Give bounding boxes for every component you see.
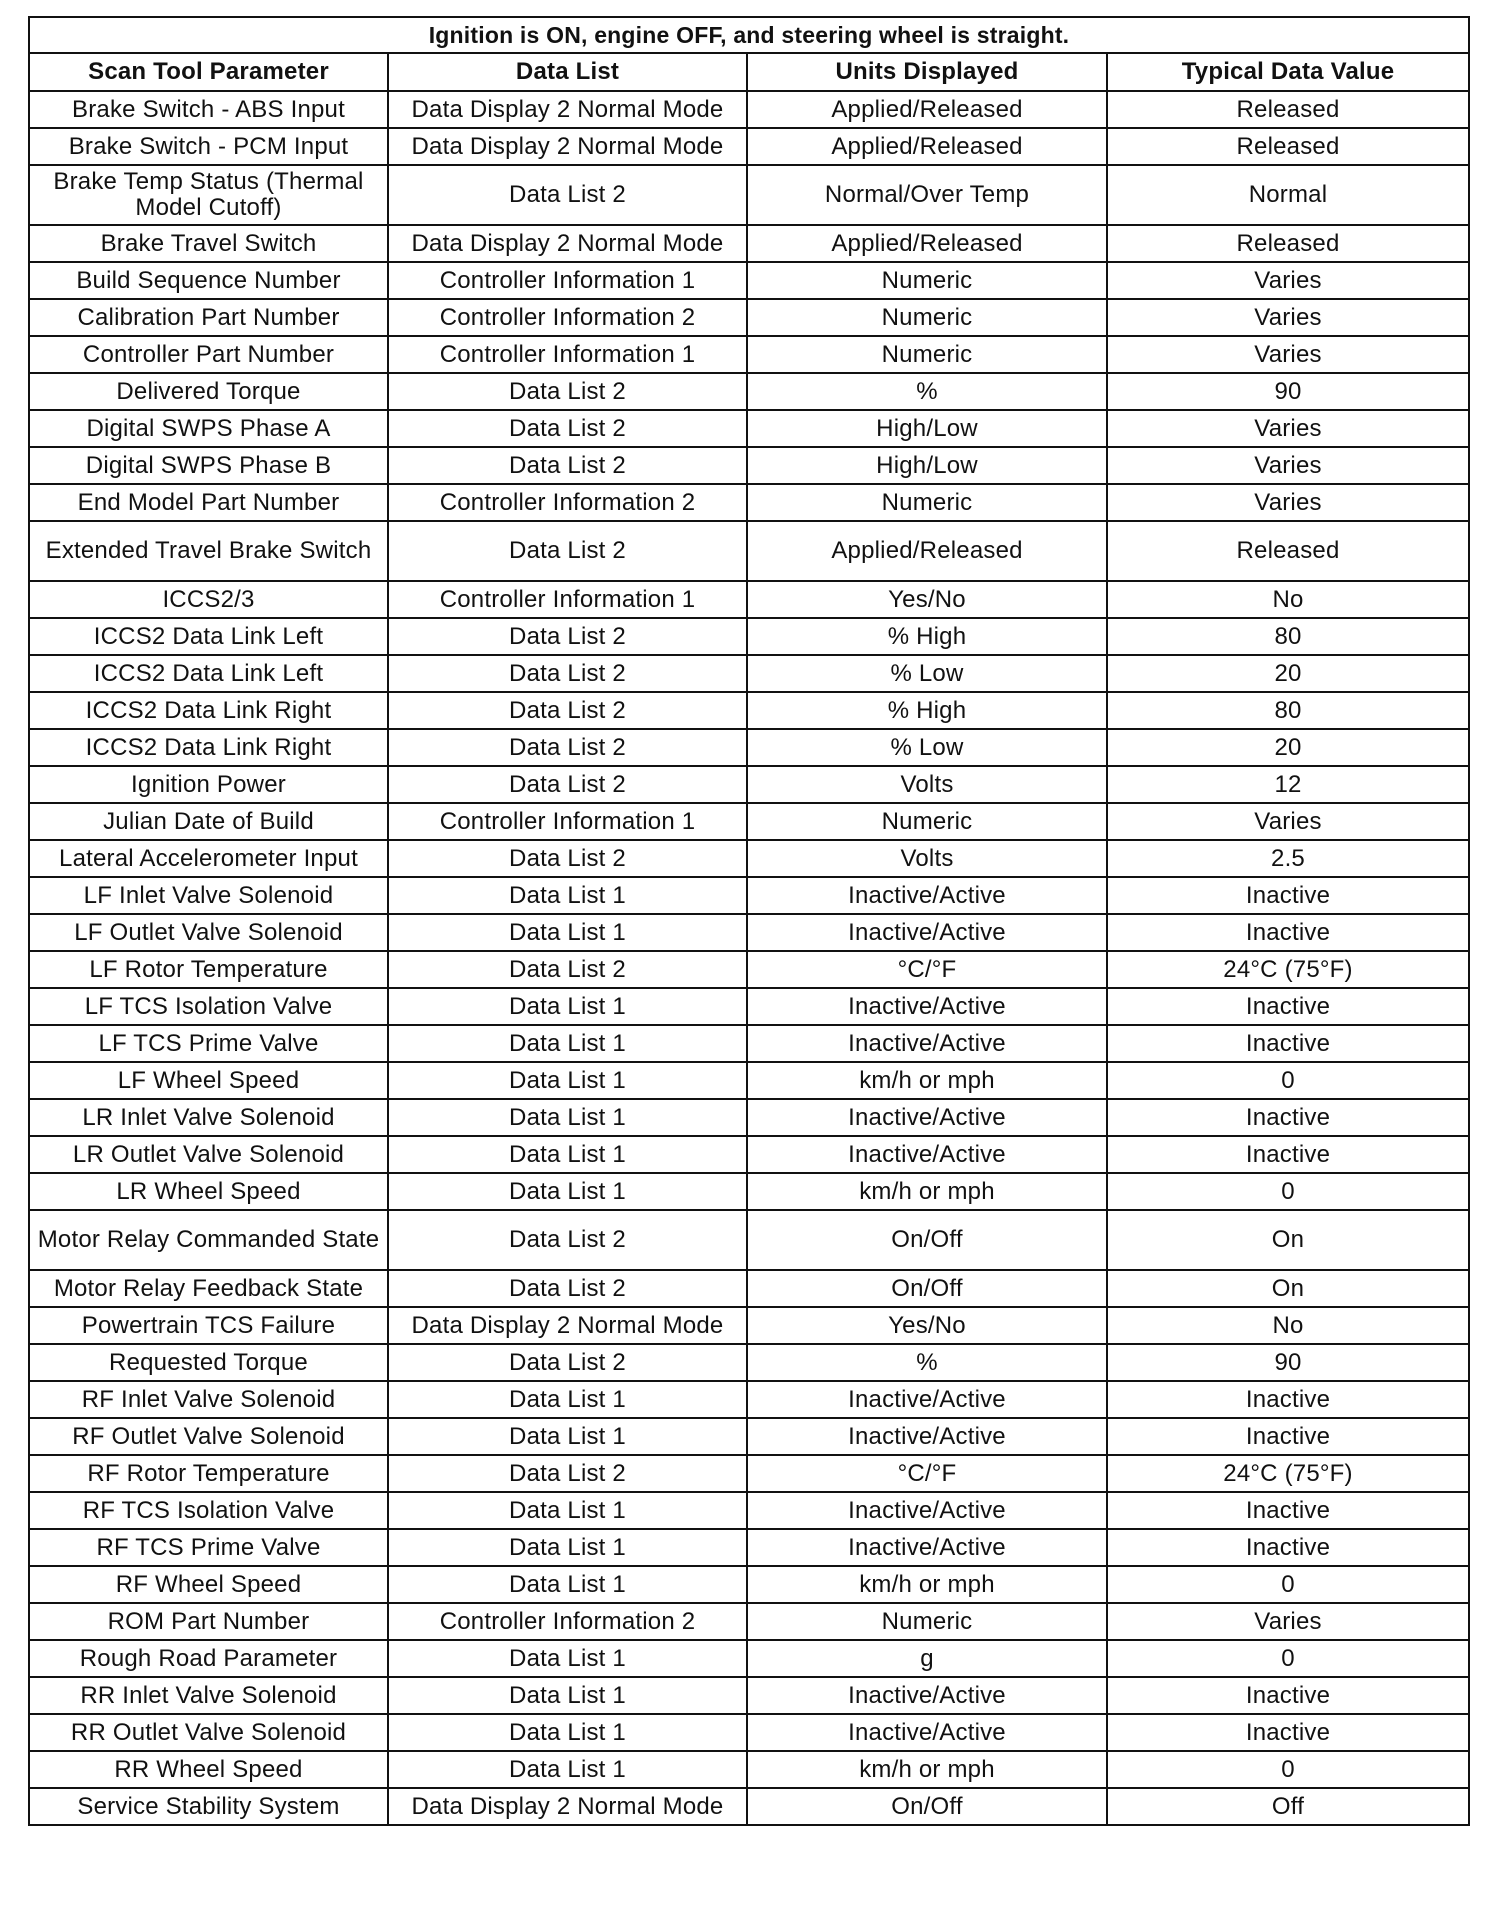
table-caption-row [29, 17, 1469, 53]
cell-typical-value: Inactive [1107, 1136, 1469, 1173]
cell-data-list: Data List 1 [388, 914, 747, 951]
cell-data-list: Data Display 2 Normal Mode [388, 225, 747, 262]
cell-typical-value: Varies [1107, 299, 1469, 336]
cell-typical-value: Varies [1107, 410, 1469, 447]
table-row [29, 766, 1469, 803]
table-row [29, 1714, 1469, 1751]
cell-typical-value: Inactive [1107, 1025, 1469, 1062]
cell-data-list: Data List 1 [388, 1173, 747, 1210]
cell-units: g [747, 1640, 1107, 1677]
cell-parameter: Digital SWPS Phase A [29, 410, 388, 447]
cell-parameter: LR Wheel Speed [29, 1173, 388, 1210]
cell-parameter: RF Outlet Valve Solenoid [29, 1418, 388, 1455]
cell-units: Volts [747, 766, 1107, 803]
cell-data-list: Data List 2 [388, 655, 747, 692]
cell-typical-value: Varies [1107, 484, 1469, 521]
cell-typical-value: Inactive [1107, 1381, 1469, 1418]
cell-units: km/h or mph [747, 1751, 1107, 1788]
cell-data-list: Data List 2 [388, 729, 747, 766]
table-row [29, 729, 1469, 766]
cell-typical-value: Normal [1107, 165, 1469, 225]
cell-parameter: RF TCS Prime Valve [29, 1529, 388, 1566]
cell-data-list: Controller Information 2 [388, 484, 747, 521]
table-row [29, 618, 1469, 655]
cell-units: km/h or mph [747, 1173, 1107, 1210]
cell-units: Inactive/Active [747, 1136, 1107, 1173]
table-row [29, 373, 1469, 410]
cell-parameter: Lateral Accelerometer Input [29, 840, 388, 877]
cell-data-list: Data List 2 [388, 373, 747, 410]
cell-data-list: Data List 2 [388, 1344, 747, 1381]
cell-typical-value: 90 [1107, 373, 1469, 410]
cell-units: Inactive/Active [747, 1492, 1107, 1529]
cell-data-list: Data Display 2 Normal Mode [388, 1788, 747, 1825]
cell-data-list: Data List 2 [388, 766, 747, 803]
cell-typical-value: No [1107, 581, 1469, 618]
table-row [29, 262, 1469, 299]
table-row [29, 1603, 1469, 1640]
cell-data-list: Controller Information 1 [388, 803, 747, 840]
cell-parameter: Delivered Torque [29, 373, 388, 410]
cell-parameter: Motor Relay Commanded State [29, 1210, 388, 1270]
cell-units: Numeric [747, 262, 1107, 299]
table-row [29, 1307, 1469, 1344]
cell-units: Inactive/Active [747, 1677, 1107, 1714]
cell-parameter: RF TCS Isolation Valve [29, 1492, 388, 1529]
cell-typical-value: 2.5 [1107, 840, 1469, 877]
cell-typical-value: Inactive [1107, 988, 1469, 1025]
cell-typical-value: 12 [1107, 766, 1469, 803]
cell-parameter: Extended Travel Brake Switch [29, 521, 388, 581]
table-header-row [29, 53, 1469, 91]
cell-units: % [747, 373, 1107, 410]
table-row [29, 1566, 1469, 1603]
cell-typical-value: Inactive [1107, 1677, 1469, 1714]
cell-units: On/Off [747, 1788, 1107, 1825]
cell-data-list: Data List 1 [388, 1529, 747, 1566]
cell-data-list: Data List 1 [388, 1751, 747, 1788]
cell-data-list: Data List 1 [388, 1099, 747, 1136]
cell-units: Applied/Released [747, 128, 1107, 165]
cell-data-list: Data List 1 [388, 1025, 747, 1062]
cell-units: Inactive/Active [747, 1099, 1107, 1136]
cell-parameter: Build Sequence Number [29, 262, 388, 299]
cell-parameter: LR Outlet Valve Solenoid [29, 1136, 388, 1173]
table-row [29, 128, 1469, 165]
cell-units: Numeric [747, 1603, 1107, 1640]
cell-units: Inactive/Active [747, 877, 1107, 914]
cell-typical-value: 80 [1107, 618, 1469, 655]
table-row [29, 410, 1469, 447]
table-row [29, 1136, 1469, 1173]
cell-units: % High [747, 692, 1107, 729]
cell-units: Inactive/Active [747, 1381, 1107, 1418]
cell-parameter: ICCS2 Data Link Left [29, 655, 388, 692]
cell-data-list: Data List 2 [388, 951, 747, 988]
table-row [29, 877, 1469, 914]
cell-parameter: End Model Part Number [29, 484, 388, 521]
cell-parameter: Powertrain TCS Failure [29, 1307, 388, 1344]
cell-parameter: Controller Part Number [29, 336, 388, 373]
cell-parameter: LF TCS Prime Valve [29, 1025, 388, 1062]
cell-typical-value: 20 [1107, 655, 1469, 692]
cell-units: Inactive/Active [747, 1025, 1107, 1062]
table-row [29, 1529, 1469, 1566]
cell-units: Yes/No [747, 581, 1107, 618]
cell-typical-value: 20 [1107, 729, 1469, 766]
cell-units: Yes/No [747, 1307, 1107, 1344]
table-row [29, 840, 1469, 877]
cell-typical-value: Varies [1107, 803, 1469, 840]
table-row [29, 1418, 1469, 1455]
cell-units: % High [747, 618, 1107, 655]
cell-data-list: Data List 1 [388, 988, 747, 1025]
cell-parameter: Brake Switch - PCM Input [29, 128, 388, 165]
cell-parameter: Rough Road Parameter [29, 1640, 388, 1677]
cell-units: Normal/Over Temp [747, 165, 1107, 225]
cell-units: % Low [747, 655, 1107, 692]
table-row [29, 655, 1469, 692]
cell-data-list: Data List 2 [388, 165, 747, 225]
table-row [29, 1210, 1469, 1270]
scan-tool-data-table [28, 16, 1470, 1826]
cell-parameter: RR Inlet Valve Solenoid [29, 1677, 388, 1714]
cell-typical-value: 24°C (75°F) [1107, 951, 1469, 988]
table-row [29, 447, 1469, 484]
cell-typical-value: 90 [1107, 1344, 1469, 1381]
cell-typical-value: Inactive [1107, 877, 1469, 914]
cell-parameter: Service Stability System [29, 1788, 388, 1825]
cell-data-list: Data List 2 [388, 618, 747, 655]
table-row [29, 1344, 1469, 1381]
cell-typical-value: Inactive [1107, 1714, 1469, 1751]
cell-units: °C/°F [747, 1455, 1107, 1492]
cell-parameter: RR Outlet Valve Solenoid [29, 1714, 388, 1751]
cell-units: Applied/Released [747, 91, 1107, 128]
cell-data-list: Controller Information 1 [388, 336, 747, 373]
cell-parameter: ICCS2/3 [29, 581, 388, 618]
cell-typical-value: Inactive [1107, 1492, 1469, 1529]
table-row [29, 1788, 1469, 1825]
table-row [29, 1640, 1469, 1677]
cell-parameter: Ignition Power [29, 766, 388, 803]
cell-units: High/Low [747, 447, 1107, 484]
table-row [29, 1099, 1469, 1136]
cell-units: Inactive/Active [747, 988, 1107, 1025]
cell-data-list: Data List 2 [388, 447, 747, 484]
cell-typical-value: Varies [1107, 336, 1469, 373]
cell-data-list: Data Display 2 Normal Mode [388, 1307, 747, 1344]
cell-typical-value: On [1107, 1270, 1469, 1307]
cell-parameter: RF Inlet Valve Solenoid [29, 1381, 388, 1418]
column-header-parameter: Scan Tool Parameter [29, 53, 388, 91]
cell-units: Numeric [747, 336, 1107, 373]
cell-data-list: Data List 2 [388, 692, 747, 729]
table-row [29, 299, 1469, 336]
table-row [29, 165, 1469, 225]
table-row [29, 521, 1469, 581]
cell-units: % Low [747, 729, 1107, 766]
cell-parameter: Calibration Part Number [29, 299, 388, 336]
cell-units: On/Off [747, 1210, 1107, 1270]
cell-units: On/Off [747, 1270, 1107, 1307]
cell-units: Inactive/Active [747, 1714, 1107, 1751]
cell-data-list: Data List 1 [388, 1062, 747, 1099]
cell-parameter: LF Inlet Valve Solenoid [29, 877, 388, 914]
cell-parameter: ICCS2 Data Link Right [29, 729, 388, 766]
cell-data-list: Data List 1 [388, 1677, 747, 1714]
table-row [29, 914, 1469, 951]
cell-data-list: Controller Information 1 [388, 581, 747, 618]
cell-data-list: Controller Information 1 [388, 262, 747, 299]
cell-units: Inactive/Active [747, 1529, 1107, 1566]
cell-parameter: Brake Switch - ABS Input [29, 91, 388, 128]
cell-data-list: Data List 1 [388, 1640, 747, 1677]
cell-parameter: Digital SWPS Phase B [29, 447, 388, 484]
cell-typical-value: Inactive [1107, 1099, 1469, 1136]
cell-units: °C/°F [747, 951, 1107, 988]
cell-parameter: Brake Travel Switch [29, 225, 388, 262]
table-row [29, 1173, 1469, 1210]
table-row [29, 225, 1469, 262]
cell-units: % [747, 1344, 1107, 1381]
cell-data-list: Data List 1 [388, 1714, 747, 1751]
cell-data-list: Data List 1 [388, 1566, 747, 1603]
cell-parameter: RR Wheel Speed [29, 1751, 388, 1788]
scan-tool-data-table-container [28, 16, 1468, 1826]
cell-parameter: ROM Part Number [29, 1603, 388, 1640]
cell-typical-value: Inactive [1107, 1418, 1469, 1455]
cell-parameter: LF Rotor Temperature [29, 951, 388, 988]
cell-parameter: Motor Relay Feedback State [29, 1270, 388, 1307]
cell-typical-value: Varies [1107, 1603, 1469, 1640]
table-row [29, 1381, 1469, 1418]
cell-data-list: Data List 1 [388, 1136, 747, 1173]
table-row [29, 1270, 1469, 1307]
cell-parameter: Brake Temp Status (Thermal Model Cutoff) [29, 165, 388, 225]
cell-units: Numeric [747, 299, 1107, 336]
column-header-units: Units Displayed [747, 53, 1107, 91]
table-row [29, 1492, 1469, 1529]
cell-parameter: LF TCS Isolation Valve [29, 988, 388, 1025]
cell-data-list: Data Display 2 Normal Mode [388, 128, 747, 165]
cell-units: km/h or mph [747, 1062, 1107, 1099]
cell-units: km/h or mph [747, 1566, 1107, 1603]
cell-data-list: Data Display 2 Normal Mode [388, 91, 747, 128]
cell-typical-value: 24°C (75°F) [1107, 1455, 1469, 1492]
cell-data-list: Data List 1 [388, 1381, 747, 1418]
table-row [29, 1062, 1469, 1099]
table-row [29, 1751, 1469, 1788]
cell-typical-value: Inactive [1107, 914, 1469, 951]
cell-parameter: RF Wheel Speed [29, 1566, 388, 1603]
table-row [29, 336, 1469, 373]
cell-typical-value: Released [1107, 521, 1469, 581]
cell-units: Applied/Released [747, 521, 1107, 581]
table-row [29, 692, 1469, 729]
cell-data-list: Data List 1 [388, 1418, 747, 1455]
table-row [29, 91, 1469, 128]
column-header-typical-value: Typical Data Value [1107, 53, 1469, 91]
cell-typical-value: Released [1107, 128, 1469, 165]
cell-parameter: Requested Torque [29, 1344, 388, 1381]
cell-units: Numeric [747, 484, 1107, 521]
column-header-data-list: Data List [388, 53, 747, 91]
cell-data-list: Controller Information 2 [388, 1603, 747, 1640]
cell-parameter: Julian Date of Build [29, 803, 388, 840]
cell-typical-value: Released [1107, 225, 1469, 262]
table-row [29, 1455, 1469, 1492]
table-row [29, 803, 1469, 840]
table-caption: Ignition is ON, engine OFF, and steering wheel is straight. [29, 17, 1469, 53]
cell-typical-value: On [1107, 1210, 1469, 1270]
cell-data-list: Data List 2 [388, 840, 747, 877]
table-row [29, 988, 1469, 1025]
cell-parameter: LF Wheel Speed [29, 1062, 388, 1099]
table-row [29, 951, 1469, 988]
cell-units: Numeric [747, 803, 1107, 840]
cell-data-list: Data List 2 [388, 410, 747, 447]
table-row [29, 581, 1469, 618]
cell-typical-value: 0 [1107, 1566, 1469, 1603]
cell-typical-value: Released [1107, 91, 1469, 128]
cell-units: Applied/Released [747, 225, 1107, 262]
cell-typical-value: 0 [1107, 1640, 1469, 1677]
cell-typical-value: 0 [1107, 1751, 1469, 1788]
cell-parameter: ICCS2 Data Link Left [29, 618, 388, 655]
cell-data-list: Data List 2 [388, 1455, 747, 1492]
cell-typical-value: 0 [1107, 1173, 1469, 1210]
cell-typical-value: No [1107, 1307, 1469, 1344]
cell-parameter: RF Rotor Temperature [29, 1455, 388, 1492]
cell-typical-value: Varies [1107, 262, 1469, 299]
cell-typical-value: Off [1107, 1788, 1469, 1825]
cell-data-list: Data List 2 [388, 1270, 747, 1307]
cell-typical-value: 80 [1107, 692, 1469, 729]
cell-data-list: Controller Information 2 [388, 299, 747, 336]
cell-data-list: Data List 1 [388, 877, 747, 914]
table-row [29, 484, 1469, 521]
cell-units: High/Low [747, 410, 1107, 447]
cell-data-list: Data List 2 [388, 521, 747, 581]
cell-typical-value: Varies [1107, 447, 1469, 484]
cell-typical-value: Inactive [1107, 1529, 1469, 1566]
cell-units: Inactive/Active [747, 914, 1107, 951]
cell-typical-value: 0 [1107, 1062, 1469, 1099]
cell-parameter: LR Inlet Valve Solenoid [29, 1099, 388, 1136]
cell-units: Inactive/Active [747, 1418, 1107, 1455]
cell-parameter: ICCS2 Data Link Right [29, 692, 388, 729]
table-row [29, 1025, 1469, 1062]
cell-data-list: Data List 2 [388, 1210, 747, 1270]
table-body [29, 91, 1469, 1825]
cell-parameter: LF Outlet Valve Solenoid [29, 914, 388, 951]
cell-data-list: Data List 1 [388, 1492, 747, 1529]
table-row [29, 1677, 1469, 1714]
cell-units: Volts [747, 840, 1107, 877]
